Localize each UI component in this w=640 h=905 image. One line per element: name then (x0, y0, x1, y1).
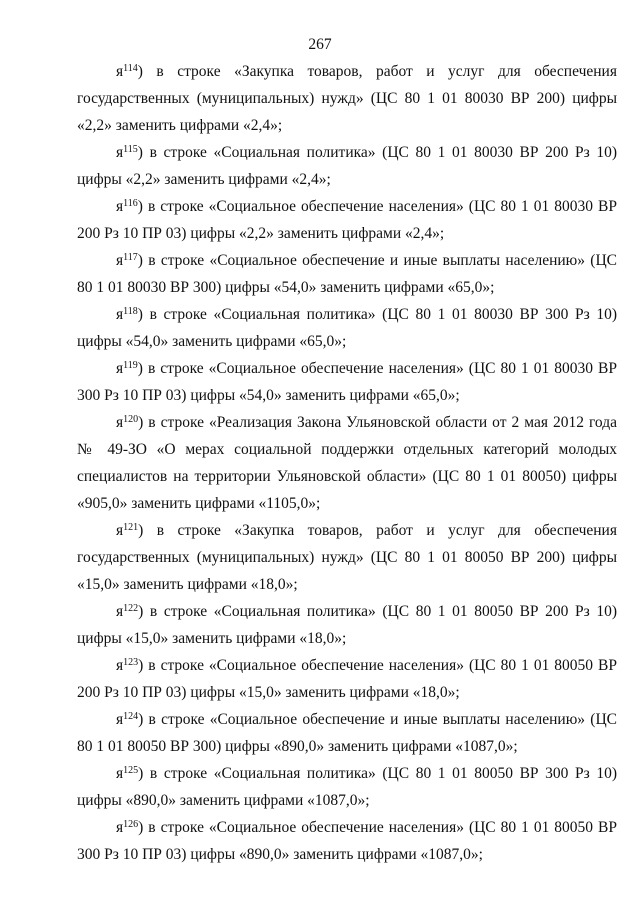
item-superscript: 119 (123, 360, 138, 371)
item-superscript: 123 (123, 657, 139, 668)
amendment-paragraph-119 (77, 355, 617, 409)
item-superscript: 125 (123, 765, 139, 776)
item-marker: я (116, 657, 124, 674)
page-number: 267 (308, 36, 332, 53)
paragraph-text: ) в строке «Закупка товаров, работ и услуг для обеспечения государственных (муниципальных) нужд» (ЦС 80 1 01 80030 ВР 200) цифры «2,2» заменить цифрами «2,4»; (77, 63, 617, 134)
item-marker: я (116, 711, 124, 728)
paragraph-text: ) в строке «Социальное обеспечение населения» (ЦС 80 1 01 80050 ВР 200 Рз 10 ПР 03) цифры «15,0» заменить цифрами «18,0»; (77, 657, 617, 701)
item-superscript: 114 (123, 63, 138, 74)
amendment-paragraph-126 (77, 814, 617, 868)
amendment-paragraph-124 (77, 706, 617, 760)
amendment-paragraph-116 (77, 193, 617, 247)
paragraph-text: ) в строке «Социальное обеспечение населения» (ЦС 80 1 01 80030 ВР 300 Рз 10 ПР 03) цифры «54,0» заменить цифрами «65,0»; (77, 360, 617, 404)
paragraph-text: ) в строке «Социальная политика» (ЦС 80 1 01 80050 ВР 300 Рз 10) цифры «890,0» заменить цифрами «1087,0»; (77, 765, 617, 809)
paragraph-text: ) в строке «Социальная политика» (ЦС 80 1 01 80050 ВР 200 Рз 10) цифры «15,0» заменить цифрами «18,0»; (77, 603, 617, 647)
item-superscript: 118 (123, 306, 138, 317)
amendment-paragraph-123 (77, 652, 617, 706)
item-marker: я (116, 198, 124, 215)
item-superscript: 124 (123, 711, 139, 722)
item-superscript: 122 (123, 603, 139, 614)
paragraph-text: ) в строке «Реализация Закона Ульяновской области от 2 мая 2012 года № 49-ЗО «О мерах социальной поддержки отдельных категорий молодых специалистов на территории Ульяновской области» (ЦС 80 1 01 80050) цифры «905,0» заменить цифрами «1105,0»; (77, 414, 617, 512)
item-superscript: 115 (123, 144, 138, 155)
item-superscript: 121 (123, 522, 139, 533)
amendment-paragraph-121 (77, 517, 617, 598)
item-marker: я (116, 819, 124, 836)
item-superscript: 116 (123, 198, 138, 209)
amendment-paragraph-120 (77, 409, 617, 517)
paragraph-text: ) в строке «Социальная политика» (ЦС 80 1 01 80030 ВР 300 Рз 10) цифры «54,0» заменить цифрами «65,0»; (77, 306, 617, 350)
paragraph-text: ) в строке «Социальное обеспечение населения» (ЦС 80 1 01 80050 ВР 300 Рз 10 ПР 03) цифры «890,0» заменить цифрами «1087,0»; (77, 819, 617, 863)
item-marker: я (116, 765, 124, 782)
item-marker: я (116, 603, 124, 620)
paragraph-text: ) в строке «Закупка товаров, работ и услуг для обеспечения государственных (муниципальных) нужд» (ЦС 80 1 01 80050 ВР 200) цифры «15,0» заменить цифрами «18,0»; (77, 522, 617, 593)
item-superscript: 120 (123, 414, 139, 425)
amendment-paragraph-122 (77, 598, 617, 652)
paragraph-text: ) в строке «Социальная политика» (ЦС 80 1 01 80030 ВР 200 Рз 10) цифры «2,2» заменить цифрами «2,4»; (77, 144, 617, 188)
item-superscript: 117 (123, 252, 138, 263)
document-body (77, 58, 617, 868)
item-marker: я (116, 414, 124, 431)
item-marker: я (116, 306, 124, 323)
paragraph-text: ) в строке «Социальное обеспечение и иные выплаты населению» (ЦС 80 1 01 80030 ВР 300) цифры «54,0» заменить цифрами «65,0»; (77, 252, 617, 296)
item-marker: я (116, 252, 124, 269)
amendment-paragraph-118 (77, 301, 617, 355)
item-marker: я (116, 63, 124, 80)
amendment-paragraph-115 (77, 139, 617, 193)
item-marker: я (116, 522, 124, 539)
amendment-paragraph-114 (77, 58, 617, 139)
item-marker: я (116, 360, 124, 377)
amendment-paragraph-125 (77, 760, 617, 814)
item-marker: я (116, 144, 124, 161)
paragraph-text: ) в строке «Социальное обеспечение населения» (ЦС 80 1 01 80030 ВР 200 Рз 10 ПР 03) цифры «2,2» заменить цифрами «2,4»; (77, 198, 617, 242)
amendment-paragraph-117 (77, 247, 617, 301)
item-superscript: 126 (123, 819, 139, 830)
paragraph-text: ) в строке «Социальное обеспечение и иные выплаты населению» (ЦС 80 1 01 80050 ВР 300) цифры «890,0» заменить цифрами «1087,0»; (77, 711, 617, 755)
